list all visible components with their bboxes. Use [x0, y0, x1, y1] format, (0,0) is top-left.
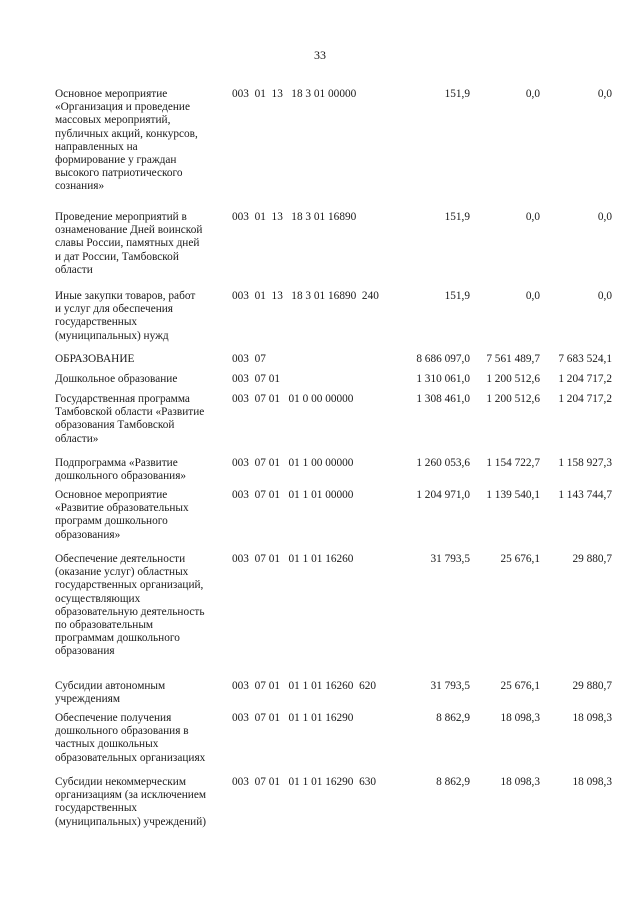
row-value-2: 1 154 722,7	[486, 457, 540, 469]
row-value-1: 31 793,5	[430, 680, 470, 692]
row-name: Основное мероприятие «Развитие образовательных программ дошкольного образования»	[55, 489, 189, 541]
row-value-2: 0,0	[525, 88, 540, 100]
row-value-3: 7 683 524,1	[558, 353, 612, 365]
row-value-1: 8 686 097,0	[416, 353, 470, 365]
row-name: ОБРАЗОВАНИЕ	[55, 353, 135, 365]
row-code: 003 01 13 18 3 01 16890	[232, 211, 357, 223]
row-value-3: 18 098,3	[572, 776, 612, 788]
row-value-2: 1 200 512,6	[486, 393, 540, 405]
page-number: 33	[314, 48, 326, 62]
row-value-1: 8 862,9	[436, 776, 470, 788]
row-code: 003 01 13 18 3 01 00000	[232, 88, 357, 100]
row-name: Субсидии автономным учреждениям	[55, 680, 166, 706]
row-value-2: 0,0	[525, 290, 540, 302]
row-value-1: 151,9	[444, 290, 470, 302]
row-name: Субсидии некоммерческим организациям (за исключением государственных (муниципальных) учреждений)	[55, 776, 207, 828]
row-value-1: 151,9	[444, 88, 470, 100]
row-value-1: 8 862,9	[436, 712, 470, 724]
row-value-2: 25 676,1	[500, 680, 540, 692]
row-value-3: 0,0	[597, 290, 612, 302]
row-value-2: 7 561 489,7	[486, 353, 540, 365]
row-value-3: 1 204 717,2	[558, 373, 612, 385]
row-name: Проведение мероприятий в ознаменование Дней воинской славы России, памятных дней и дат России, Тамбовской области	[55, 211, 203, 276]
row-value-3: 1 158 927,3	[558, 457, 612, 469]
row-code: 003 07 01	[232, 373, 281, 385]
row-value-1: 1 260 053,6	[416, 457, 470, 469]
row-value-1: 151,9	[444, 211, 470, 223]
row-name: Подпрограмма «Развитие дошкольного образования»	[55, 457, 187, 483]
row-code: 003 07 01 01 0 00 00000	[232, 393, 354, 405]
row-value-2: 25 676,1	[500, 553, 540, 565]
row-value-2: 18 098,3	[500, 776, 540, 788]
row-name: Дошкольное образование	[55, 373, 178, 385]
row-name: Иные закупки товаров, работ и услуг для обеспечения государственных (муниципальных) нужд	[55, 290, 196, 342]
row-code: 003 01 13 18 3 01 16890 240	[232, 290, 379, 302]
row-name: Государственная программа Тамбовской области «Развитие образования Тамбовской области»	[55, 393, 205, 445]
row-value-3: 1 143 744,7	[558, 489, 612, 501]
row-name: Обеспечение получения дошкольного образования в частных дошкольных образовательных организациях	[55, 712, 206, 764]
row-code: 003 07 01 01 1 01 00000	[232, 489, 354, 501]
row-value-3: 29 880,7	[572, 553, 612, 565]
row-value-3: 0,0	[597, 211, 612, 223]
row-name: Основное мероприятие «Организация и проведение массовых мероприятий, публичных акций, конкурсов, направленных на формирование у граждан высокого патриотического сознания»	[55, 88, 198, 193]
row-value-1: 1 204 971,0	[416, 489, 470, 501]
row-code: 003 07 01 01 1 01 16260 620	[232, 680, 377, 692]
row-code: 003 07 01 01 1 00 00000	[232, 457, 354, 469]
row-name: Обеспечение деятельности (оказание услуг) областных государственных организаций, осуществляющих образовательную деятельность по образовательным программам дошкольного образования	[55, 553, 205, 658]
row-code: 003 07 01 01 1 01 16290	[232, 712, 354, 724]
row-value-3: 18 098,3	[572, 712, 612, 724]
row-code: 003 07 01 01 1 01 16290 630	[232, 776, 377, 788]
row-value-1: 1 310 061,0	[416, 373, 470, 385]
row-code: 003 07 01 01 1 01 16260	[232, 553, 354, 565]
row-value-2: 0,0	[525, 211, 540, 223]
row-value-2: 1 200 512,6	[486, 373, 540, 385]
row-value-2: 1 139 540,1	[486, 489, 540, 501]
row-value-3: 0,0	[597, 88, 612, 100]
row-value-1: 1 308 461,0	[416, 393, 470, 405]
row-value-3: 29 880,7	[572, 680, 612, 692]
row-value-3: 1 204 717,2	[558, 393, 612, 405]
row-value-2: 18 098,3	[500, 712, 540, 724]
row-value-1: 31 793,5	[430, 553, 470, 565]
row-code: 003 07	[232, 353, 266, 365]
